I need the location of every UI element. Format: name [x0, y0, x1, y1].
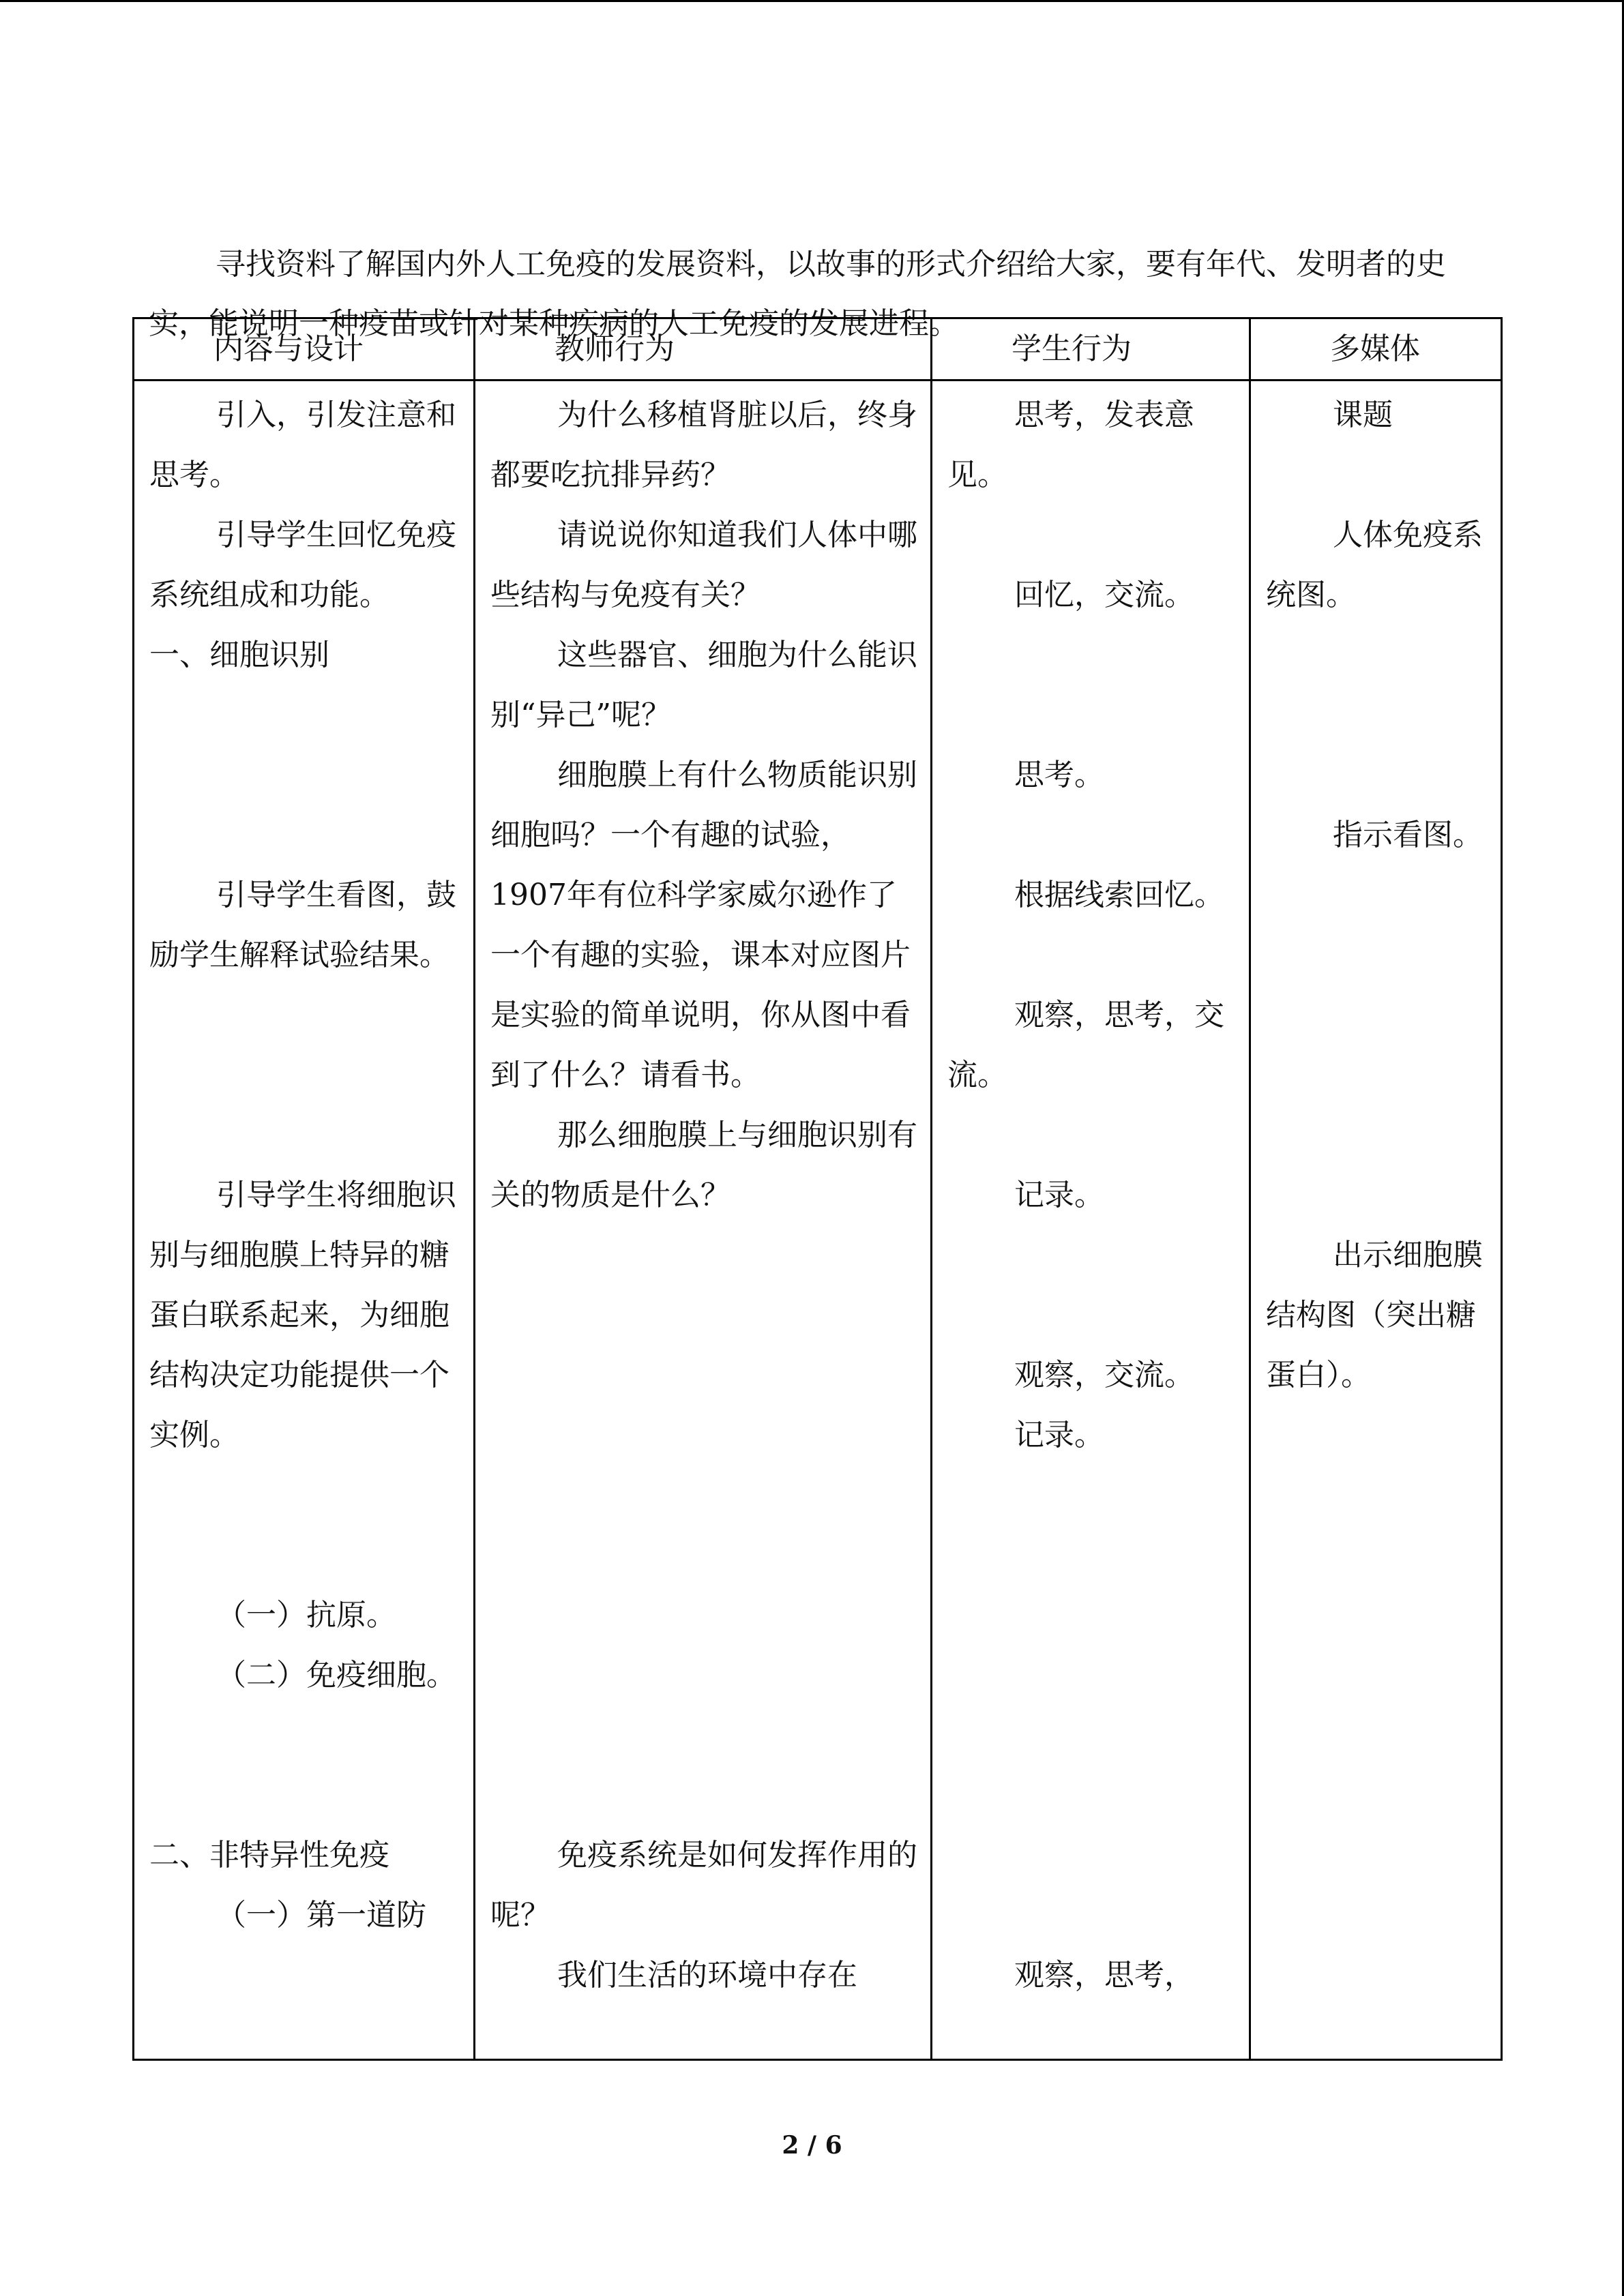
teacher-item: 免疫系统是如何发挥作用的呢？ — [490, 1838, 917, 1933]
column-student-behavior — [932, 381, 1250, 2060]
teacher-item: 为什么移植肾脏以后，终身都要吃抗排异药？ — [490, 398, 917, 492]
content-item: 引入，引发注意和思考。 — [149, 398, 456, 492]
header-teacher-behavior: 教师行为 — [475, 318, 932, 381]
teacher-item: 我们生活的环境中存在 — [557, 1958, 857, 1993]
subsection-item: （一）抗原。 — [216, 1598, 396, 1632]
student-item: 回忆，交流。 — [1014, 578, 1194, 612]
multimedia-item: 出示细胞膜结构图（突出糖蛋白）。 — [1266, 1238, 1483, 1392]
content-item: 引导学生看图，鼓励学生解释试验结果。 — [149, 878, 456, 972]
multimedia-item: 课题 — [1333, 398, 1393, 432]
teacher-item: 那么细胞膜上与细胞识别有关的物质是什么？ — [490, 1118, 917, 1212]
section-heading: 二、非特异性免疫 — [149, 1838, 389, 1873]
column-multimedia — [1250, 381, 1502, 2060]
subsection-item: （一）第一道防 — [216, 1898, 426, 1933]
student-item: 观察，思考，交流。 — [947, 998, 1224, 1092]
content-item: 引导学生将细胞识别与细胞膜上特异的糖蛋白联系起来，为细胞结构决定功能提供一个实例。 — [149, 1178, 456, 1452]
page-number: 2 / 6 — [782, 2131, 842, 2160]
student-item: 观察，交流。 — [1014, 1358, 1194, 1392]
student-item: 观察，思考， — [1014, 1958, 1194, 1993]
header-student-behavior: 学生行为 — [932, 318, 1250, 381]
header-multimedia: 多媒体 — [1250, 318, 1502, 381]
student-item: 思考。 — [1014, 758, 1104, 792]
column-teacher-behavior — [475, 381, 932, 2060]
teacher-item: 请说说你知道我们人体中哪些结构与免疫有关？ — [490, 518, 917, 612]
table-header-row — [134, 318, 1502, 381]
section-heading: 一、细胞识别 — [149, 638, 329, 672]
multimedia-item: 人体免疫系统图。 — [1266, 518, 1483, 612]
subsection-item: （二）免疫细胞。 — [216, 1658, 456, 1693]
table-body-row — [134, 381, 1502, 2060]
content-item: 引导学生回忆免疫系统组成和功能。 — [149, 518, 456, 612]
top-border-line — [0, 0, 1624, 2]
teacher-item: 这些器官、细胞为什么能识别“异己”呢？ — [490, 638, 917, 732]
teacher-item: 细胞膜上有什么物质能识别细胞吗？一个有趣的试验，1907年有位科学家威尔逊作了一个有趣的实验，课本对应图片是实验的简单说明，你从图中看到了什么？请看书。 — [490, 758, 917, 1092]
student-item: 记录。 — [1014, 1178, 1104, 1212]
multimedia-item: 指示看图。 — [1333, 818, 1483, 852]
column-content-design — [134, 381, 475, 2060]
student-item: 思考，发表意见。 — [947, 398, 1194, 492]
intro-paragraph: 寻找资料了解国内外人工免疫的发展资料，以故事的形式介绍给大家，要有年代、发明者的史实，能说明一种疫苗或针对某种疾病的人工免疫的发展进程。 — [149, 247, 1446, 341]
student-item: 根据线索回忆。 — [1014, 878, 1224, 912]
student-item: 记录。 — [1014, 1418, 1104, 1452]
header-content-design: 内容与设计 — [134, 318, 475, 381]
lesson-plan-table — [132, 317, 1503, 2061]
